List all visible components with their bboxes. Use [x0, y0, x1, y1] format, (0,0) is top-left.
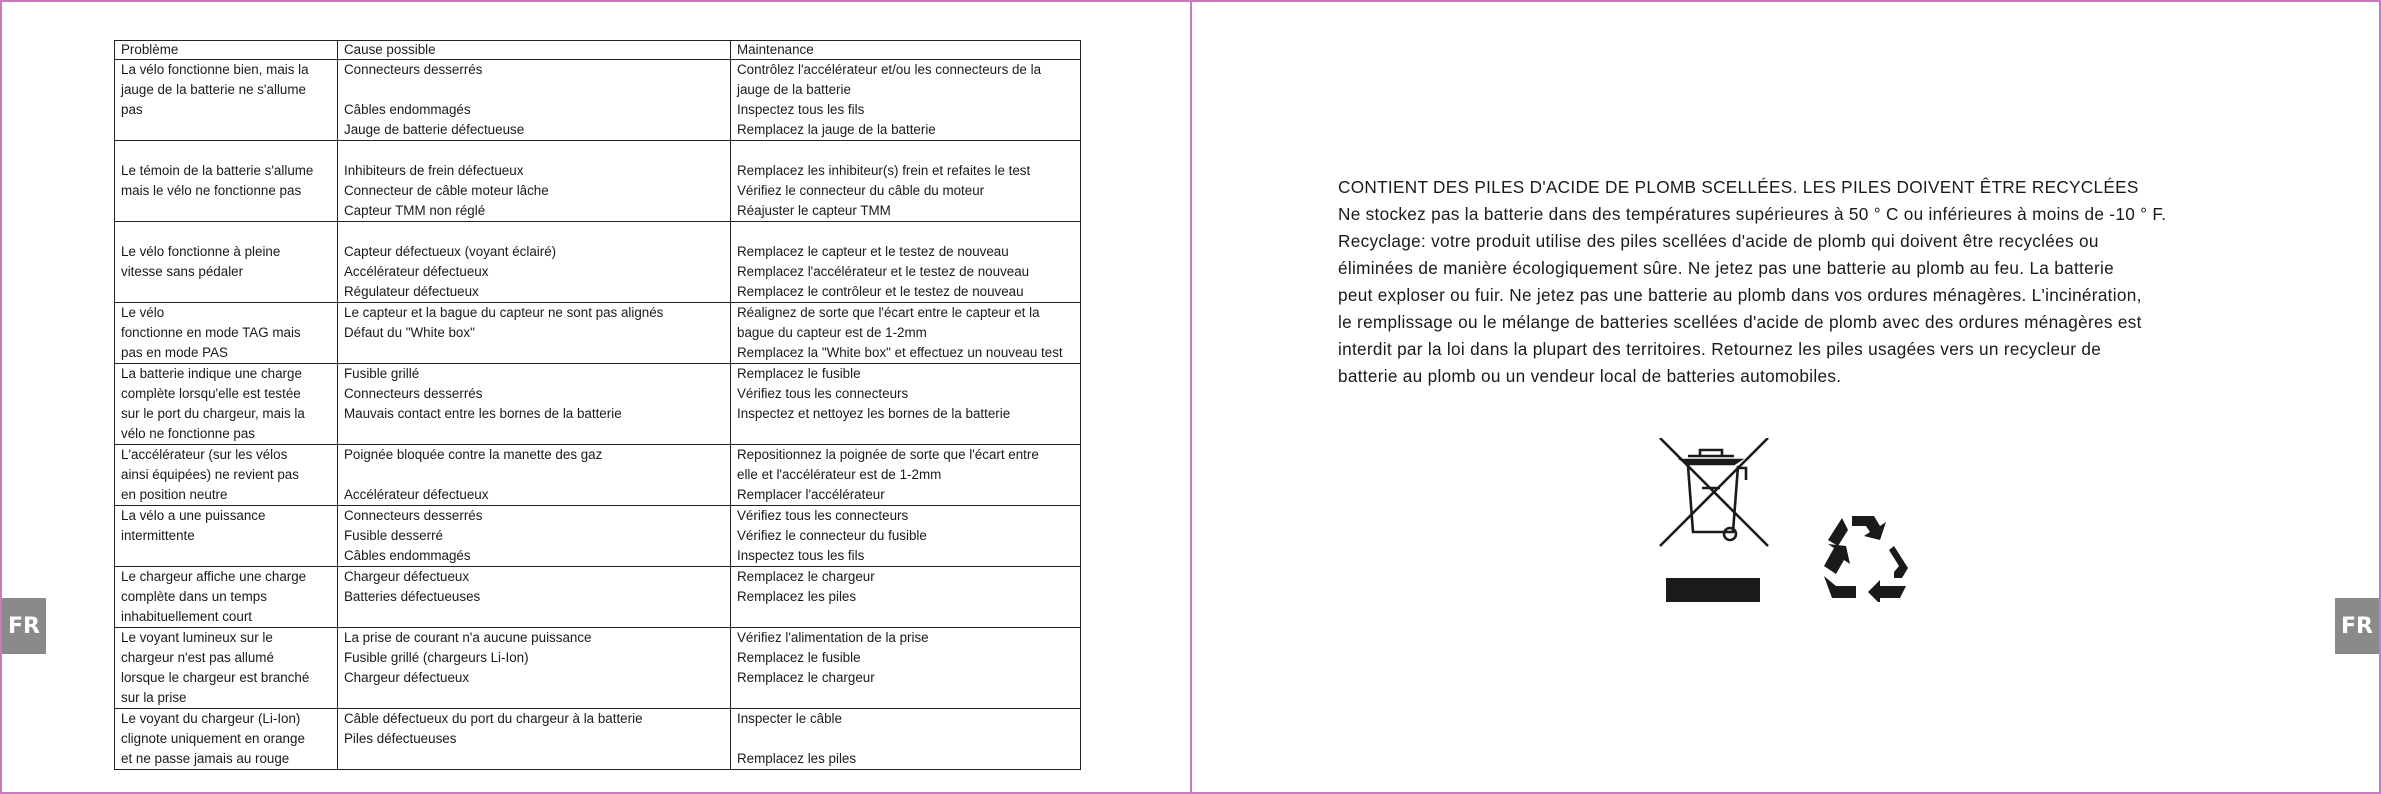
notice-line: batterie au plomb ou un vendeur local de batteries automobiles.	[1338, 366, 1842, 386]
cell-line: sur le port du chargeur, mais la	[121, 406, 305, 421]
cell-line: Le témoin de la batterie s'allume	[121, 163, 314, 178]
cell-line: fonctionne en mode TAG mais	[121, 325, 301, 340]
cell-line: Connecteurs desserrés	[344, 386, 483, 401]
cell-maintenance	[731, 628, 1081, 709]
cell-line: Vérifiez tous les connecteurs	[737, 508, 909, 523]
cell-problem	[115, 364, 338, 445]
cell-line: Contrôlez l'accélérateur et/ou les connecteurs de la	[737, 62, 1042, 77]
cell-line: Défaut du "White box"	[344, 325, 475, 340]
cell-line: Connecteurs desserrés	[344, 508, 483, 523]
cell-line: Le vélo fonctionne à pleine	[121, 244, 281, 259]
cell-cause	[338, 445, 731, 506]
cell-line: Remplacez les piles	[737, 751, 857, 766]
cell-line: Remplacez le capteur et le testez de nouveau	[737, 244, 1009, 259]
table-row	[115, 567, 1081, 628]
cell-problem	[115, 141, 338, 222]
cell-maintenance	[731, 141, 1081, 222]
table-header-row	[115, 41, 1081, 60]
cell-line: Le voyant lumineux sur le	[121, 630, 273, 645]
cell-line: sur la prise	[121, 690, 187, 705]
cell-cause	[338, 222, 731, 303]
cell-line	[344, 80, 724, 100]
cell-line: Inhibiteurs de frein défectueux	[344, 163, 524, 178]
cell-line: pas	[121, 102, 143, 117]
cell-problem	[115, 445, 338, 506]
cell-line: Chargeur défectueux	[344, 670, 470, 685]
column-header-cause: Cause possible	[338, 41, 731, 60]
notice-line: éliminées de manière écologiquement sûre. Ne jetez pas une batterie au plomb au feu. La batterie	[1338, 258, 2114, 278]
table-row	[115, 709, 1081, 770]
cell-line: Accélérateur défectueux	[344, 264, 489, 279]
cell-line: Remplacez les piles	[737, 589, 857, 604]
cell-line	[121, 222, 331, 242]
right-page	[1190, 0, 2381, 794]
cell-cause	[338, 141, 731, 222]
table-row	[115, 364, 1081, 445]
cell-cause	[338, 628, 731, 709]
cell-line: lorsque le chargeur est branché	[121, 670, 310, 685]
cell-problem	[115, 567, 338, 628]
troubleshooting-table	[114, 40, 1081, 770]
cell-line: Connecteur de câble moteur lâche	[344, 183, 549, 198]
cell-line: La vélo fonctionne bien, mais la	[121, 62, 309, 77]
cell-line	[344, 222, 724, 242]
cell-line	[121, 141, 331, 161]
cell-line: jauge de la batterie	[737, 82, 851, 97]
notice-line: interdit par la loi dans la plupart des territoires. Retournez les piles usagées vers un recycleur de	[1338, 339, 2102, 359]
notice-heading: CONTIENT DES PILES D'ACIDE DE PLOMB SCELLÉES. LES PILES DOIVENT ÊTRE RECYCLÉES	[1338, 177, 2139, 197]
cell-line: Remplacez la jauge de la batterie	[737, 122, 936, 137]
language-tab: FR	[2, 598, 46, 654]
cell-problem	[115, 506, 338, 567]
cell-line: Fusible grillé (chargeurs Li-Ion)	[344, 650, 529, 665]
cell-line: vitesse sans pédaler	[121, 264, 244, 279]
cell-line: Le vélo	[121, 305, 165, 320]
cell-maintenance	[731, 567, 1081, 628]
cell-cause	[338, 60, 731, 141]
cell-maintenance	[731, 364, 1081, 445]
cell-line: Câbles endommagés	[344, 102, 471, 117]
cell-line: bague du capteur est de 1-2mm	[737, 325, 927, 340]
table-row	[115, 141, 1081, 222]
cell-line: Accélérateur défectueux	[344, 487, 489, 502]
cell-line: Remplacez les inhibiteur(s) frein et refaites le test	[737, 163, 1031, 178]
cell-line: Inspectez tous les fils	[737, 102, 865, 117]
cell-line: en position neutre	[121, 487, 228, 502]
cell-line: Connecteurs desserrés	[344, 62, 483, 77]
cell-line: complète lorsqu'elle est testée	[121, 386, 301, 401]
cell-line: Le voyant du chargeur (Li-Ion)	[121, 711, 301, 726]
cell-line: clignote uniquement en orange	[121, 731, 305, 746]
cell-line: chargeur n'est pas allumé	[121, 650, 274, 665]
cell-line: Régulateur défectueux	[344, 284, 479, 299]
cell-problem	[115, 628, 338, 709]
table-body	[115, 60, 1081, 770]
table-row	[115, 445, 1081, 506]
cell-line: Inspecter le câble	[737, 711, 842, 726]
cell-line: ainsi équipées) ne revient pas	[121, 467, 299, 482]
cell-line: Mauvais contact entre les bornes de la batterie	[344, 406, 622, 421]
table-row	[115, 222, 1081, 303]
cell-line: et ne passe jamais au rouge	[121, 751, 290, 766]
cell-line: Repositionnez la poignée de sorte que l'écart entre	[737, 447, 1039, 462]
column-header-maintenance: Maintenance	[731, 41, 1081, 60]
notice-line: peut exploser ou fuir. Ne jetez pas une batterie au plomb dans vos ordures ménagères. L'incinération,	[1338, 285, 2142, 305]
cell-line: Fusible desserré	[344, 528, 443, 543]
cell-line	[737, 141, 1074, 161]
cell-line	[737, 222, 1074, 242]
cell-line: elle et l'accélérateur est de 1-2mm	[737, 467, 942, 482]
cell-cause	[338, 709, 731, 770]
column-header-problem: Problème	[115, 41, 338, 60]
language-tab: FR	[2335, 598, 2379, 654]
cell-cause	[338, 303, 731, 364]
cell-line: Capteur défectueux (voyant éclairé)	[344, 244, 557, 259]
table-row	[115, 303, 1081, 364]
table-row	[115, 60, 1081, 141]
cell-line: Le chargeur affiche une charge	[121, 569, 307, 584]
battery-recycling-notice	[1338, 174, 2358, 390]
cell-line	[344, 141, 724, 161]
cell-line: Remplacez le fusible	[737, 650, 861, 665]
cell-maintenance	[731, 709, 1081, 770]
cell-line: L'accélérateur (sur les vélos	[121, 447, 288, 462]
cell-line: La batterie indique une charge	[121, 366, 302, 381]
cell-line: Vérifiez le connecteur du câble du moteur	[737, 183, 985, 198]
cell-line	[344, 465, 724, 485]
cell-line: Câble défectueux du port du chargeur à la batterie	[344, 711, 643, 726]
table-row	[115, 506, 1081, 567]
cell-line: Vérifiez tous les connecteurs	[737, 386, 909, 401]
cell-line: Remplacez l'accélérateur et le testez de nouveau	[737, 264, 1030, 279]
cell-line: Remplacez le contrôleur et le testez de nouveau	[737, 284, 1024, 299]
cell-line: Réajuster le capteur TMM	[737, 203, 891, 218]
cell-cause	[338, 506, 731, 567]
cell-line: Remplacez la "White box" et effectuez un nouveau test	[737, 345, 1063, 360]
cell-line: Capteur TMM non réglé	[344, 203, 486, 218]
cell-line: vélo ne fonctionne pas	[121, 426, 256, 441]
notice-line: Ne stockez pas la batterie dans des températures supérieures à 50 ° C ou inférieures à moins de -10 ° F.	[1338, 204, 2167, 224]
cell-line: Batteries défectueuses	[344, 589, 481, 604]
cell-line: Réalignez de sorte que l'écart entre le capteur et la	[737, 305, 1040, 320]
cell-cause	[338, 567, 731, 628]
cell-line: Le capteur et la bague du capteur ne sont pas alignés	[344, 305, 664, 320]
cell-problem	[115, 303, 338, 364]
cell-maintenance	[731, 303, 1081, 364]
cell-line: Vérifiez le connecteur du fusible	[737, 528, 927, 543]
cell-line: Inspectez tous les fils	[737, 548, 865, 563]
cell-line: Remplacez le chargeur	[737, 569, 875, 584]
table-row	[115, 628, 1081, 709]
cell-maintenance	[731, 506, 1081, 567]
cell-line: Remplacez le chargeur	[737, 670, 875, 685]
cell-line: Vérifiez l'alimentation de la prise	[737, 630, 929, 645]
cell-line	[737, 729, 1074, 749]
cell-maintenance	[731, 222, 1081, 303]
cell-problem	[115, 60, 338, 141]
cell-line: intermittente	[121, 528, 195, 543]
left-page	[0, 0, 1190, 794]
cell-cause	[338, 364, 731, 445]
cell-line: pas en mode PAS	[121, 345, 228, 360]
cell-line: complète dans un temps	[121, 589, 267, 604]
cell-line: Fusible grillé	[344, 366, 420, 381]
cell-line: Chargeur défectueux	[344, 569, 470, 584]
cell-maintenance	[731, 60, 1081, 141]
cell-line: Piles défectueuses	[344, 731, 457, 746]
cell-line: jauge de la batterie ne s'allume	[121, 82, 306, 97]
cell-line: Câbles endommagés	[344, 548, 471, 563]
cell-line: inhabituellement court	[121, 609, 253, 624]
cell-line: Remplacer l'accélérateur	[737, 487, 885, 502]
cell-maintenance	[731, 445, 1081, 506]
crossed-out-wheelie-bin-icon	[1656, 438, 1772, 604]
cell-line: Inspectez et nettoyez les bornes de la batterie	[737, 406, 1011, 421]
cell-problem	[115, 222, 338, 303]
cell-line: Remplacez le fusible	[737, 366, 861, 381]
cell-line: La prise de courant n'a aucune puissance	[344, 630, 592, 645]
recycling-arrows-icon	[1820, 516, 1914, 602]
cell-line: mais le vélo ne fonctionne pas	[121, 183, 302, 198]
cell-problem	[115, 709, 338, 770]
notice-line: le remplissage ou le mélange de batteries scellées d'acide de plomb avec des ordures ménagères est	[1338, 312, 2142, 332]
cell-line: Jauge de batterie défectueuse	[344, 122, 525, 137]
notice-line: Recyclage: votre produit utilise des piles scellées d'acide de plomb qui doivent être recyclées ou	[1338, 231, 2099, 251]
cell-line: La vélo a une puissance	[121, 508, 266, 523]
cell-line: Poignée bloquée contre la manette des gaz	[344, 447, 603, 462]
